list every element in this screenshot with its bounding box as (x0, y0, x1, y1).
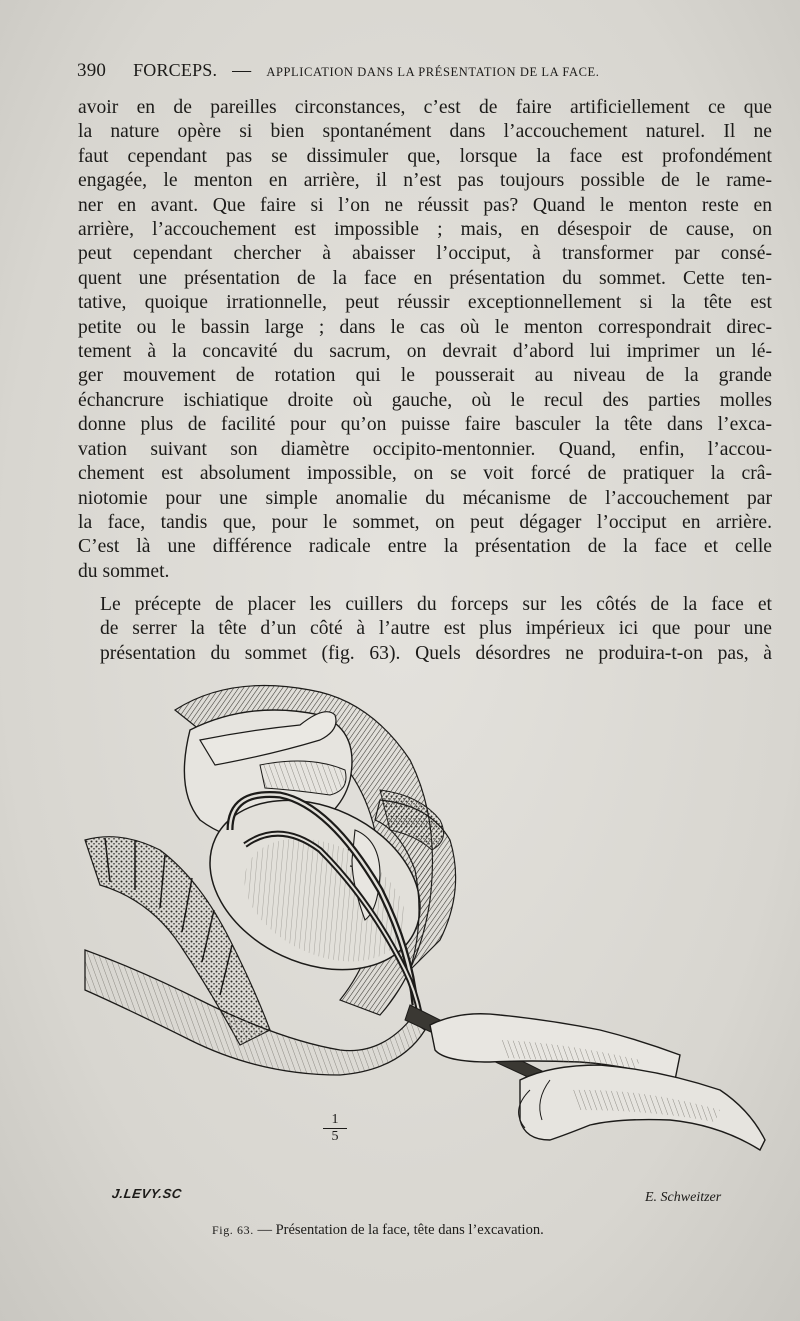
scale-fraction (323, 1112, 347, 1145)
text-line: échancrure ischiatique droite où gauche, où le recul des parties molles (78, 389, 772, 411)
header-separator: — (232, 60, 252, 81)
running-title: FORCEPS. (133, 60, 218, 80)
text-line: niotomie pour une simple anomalie du mécanisme de l’accouchement par (78, 487, 772, 509)
paragraph-2 (78, 593, 772, 666)
text-line: ger mouvement de rotation qui le pousserait au niveau de la grande (78, 365, 772, 387)
text-line: la nature opère si bien spontanément dans l’accouchement naturel. Il ne (78, 121, 772, 143)
text-line: de serrer la tête d’un côté à l’autre est plus impérieux ici que pour une (100, 618, 772, 640)
text-line: faut cependant pas se dissimuler que, lorsque la face est profondément (78, 145, 772, 167)
caption-separator: — (257, 1222, 272, 1238)
text-line: tement à la concavité du sacrum, on devrait d’abord lui imprimer un lé- (78, 341, 772, 363)
text-line: arrière, l’accouchement est impossible ; mais, en désespoir de cause, on (78, 219, 772, 241)
artist-signature: E. Schweitzer (645, 1190, 722, 1205)
text-line: vation suivant son diamètre occipito-mentonnier. Quand, enfin, l’accou- (78, 438, 772, 460)
scale-denominator: 5 (331, 1129, 339, 1144)
text-line: quent une présentation de la face en présentation du sommet. Cette ten- (78, 267, 772, 289)
page-number: 390 (77, 60, 107, 81)
text-line: donne plus de facilité pour qu’on puisse faire basculer la tête dans l’exca- (78, 414, 772, 436)
text-line: C’est là une différence radicale entre la présentation de la face et celle (78, 536, 772, 558)
figure-caption (212, 1222, 544, 1239)
text-line: la face, tandis que, pour le sommet, on peut dégager l’occiput en arrière. (78, 511, 772, 533)
running-header (77, 60, 770, 82)
text-line: du sommet. (78, 560, 170, 582)
text-line: chement est absolument impossible, on se voit forcé de pratiquer la crâ- (78, 463, 772, 485)
text-line: petite ou le bassin large ; dans le cas où le menton correspondrait direc- (78, 316, 772, 338)
text-line: avoir en de pareilles circonstances, c’est de faire artificiellement ce que (78, 97, 772, 118)
text-line: peut cependant chercher à abaisser l’occiput, à transformer par consé- (78, 243, 772, 265)
text-line: Le précepte de placer les cuillers du forceps sur les côtés de la face et (100, 594, 772, 615)
paragraph-1 (78, 96, 772, 584)
engraver-signature: J.LEVY.SC (110, 1186, 183, 1201)
caption-label: Fig. 63. (212, 1223, 254, 1237)
caption-text: Présentation de la face, tête dans l’excavation. (275, 1222, 544, 1238)
scale-numerator: 1 (323, 1112, 347, 1129)
text-line: ner en avant. Que faire si l’on ne réussit pas? Quand le menton reste en (78, 194, 772, 216)
text-line: présentation du sommet (fig. 63). Quels désordres ne produira-t-on pas, à (100, 642, 772, 664)
text-line: engagée, le menton en arrière, il n’est pas toujours possible de le rame- (78, 170, 772, 192)
text-line: tative, quoique irrationnelle, peut réussir exceptionnellement si la tête est (78, 292, 772, 314)
forceps-engraving (80, 670, 770, 1210)
section-title: APPLICATION DANS LA PRÉSENTATION DE LA FACE. (266, 65, 600, 79)
